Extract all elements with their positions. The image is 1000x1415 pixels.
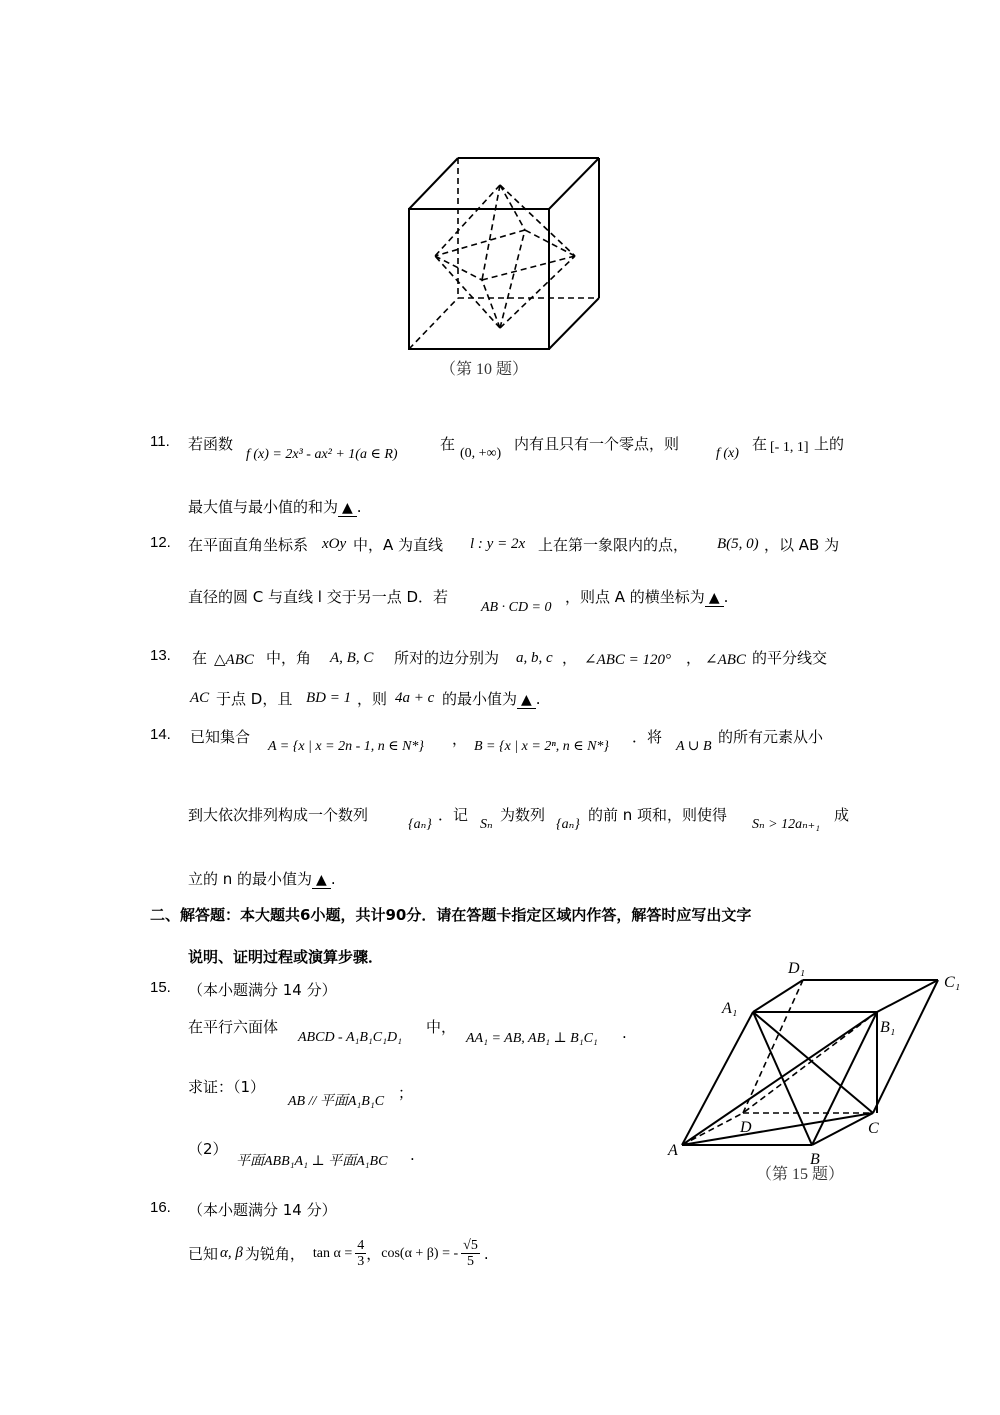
- q13-formula-bd: BD = 1: [306, 690, 352, 706]
- q11-line-2: [188, 496, 362, 517]
- q11-formula-function: f (x) = 2x³ - ax² + 1(a ∈ R): [246, 447, 398, 462]
- q16-fraction-cos: [461, 1238, 480, 1269]
- q13-formula-triangle: △ABC: [214, 652, 254, 668]
- q15-score: （本小题满分 14 分）: [188, 981, 337, 999]
- q11-number: 11.: [150, 433, 170, 450]
- q14-text-2: ，: [452, 730, 468, 748]
- answer-blank: ▲: [312, 872, 331, 889]
- q15-prove-label: 求证：（1）: [188, 1078, 266, 1096]
- q12-text-6: ，则点 A 的横坐标为: [565, 588, 705, 606]
- q14-formula-set-b: B = {x | x = 2ⁿ, n ∈ N*}: [474, 739, 610, 754]
- q14-formula-union: A ∪ B: [676, 739, 712, 754]
- q11-line2-text: 最大值与最小值的和为: [188, 498, 339, 516]
- q16-fraction-tan-denominator: 3: [357, 1254, 365, 1269]
- q16-line: [188, 1238, 489, 1269]
- q12-text-3: 上在第一象限内的点，: [538, 536, 689, 554]
- q11-text-4: 在: [752, 435, 768, 453]
- q12-number: 12.: [150, 534, 171, 551]
- q14-formula-seq-1: {aₙ}: [408, 817, 432, 832]
- q14-text-7: 为数列: [500, 806, 546, 824]
- q15-part-1: AB // 平面A₁B₁C: [288, 1094, 385, 1109]
- q13-text-9: 的最小值为: [442, 690, 518, 708]
- q12-formula-xoy: xOy: [322, 536, 347, 552]
- figure-15-caption: （第 15 题）: [756, 1166, 845, 1183]
- q14-text-3: ．将: [632, 728, 663, 746]
- q12-text-2: 中，A 为直线: [353, 536, 444, 554]
- figure-15-parallelepiped: [660, 955, 970, 1190]
- q16-formula-angles: α, β: [220, 1245, 243, 1261]
- q16-fraction-cos-denominator: 5: [467, 1254, 474, 1269]
- q14-text-1: 已知集合: [190, 728, 251, 746]
- q11-formula-interval: (0, +∞): [460, 446, 502, 461]
- q14-formula-set-a: A = {x | x = 2n - 1, n ∈ N*}: [268, 739, 425, 754]
- answer-blank: ▲: [517, 692, 536, 709]
- q12-text-1: 在平面直角坐标系: [188, 536, 309, 554]
- q15-formula-solid: ABCD - A₁B₁C₁D₁: [298, 1030, 402, 1045]
- label-c: C: [868, 1120, 879, 1137]
- q13-text-3: 所对的边分别为: [394, 649, 500, 667]
- q15-part-2: 平面ABB₁A₁ ⊥ 平面A₁BC: [236, 1154, 388, 1169]
- q14-text-5: 到大依次排列构成一个数列: [188, 806, 369, 824]
- q13-formula-angles: A, B, C: [330, 650, 374, 666]
- q14-text-9: 成: [834, 806, 850, 824]
- label-a1: A₁: [722, 1000, 738, 1017]
- q13-end: .: [535, 690, 541, 708]
- q12-formula-line: l : y = 2x: [470, 536, 526, 552]
- q14-text-10: 立的 n 的最小值为: [188, 870, 313, 888]
- q14-formula-sn: Sₙ: [480, 817, 493, 832]
- q14-text-6: ．记: [438, 806, 469, 824]
- q13-formula-sides: a, b, c: [516, 650, 553, 666]
- q15-number: 15.: [150, 979, 171, 996]
- q16-score: （本小题满分 14 分）: [188, 1201, 337, 1219]
- q16-end: .: [483, 1244, 489, 1263]
- q14-formula-seq-2: {aₙ}: [556, 817, 580, 832]
- q12-end: .: [723, 588, 729, 606]
- q16-text-2: 为锐角，: [244, 1245, 305, 1263]
- q12-line-2-end: [565, 586, 728, 607]
- q13-text-8: ，则: [357, 690, 388, 708]
- q11-formula-range: [- 1, 1]: [770, 440, 809, 455]
- q11-text-3: 内有且只有一个零点，则: [514, 435, 680, 453]
- q16-text-1: 已知: [188, 1245, 219, 1263]
- q15-text-3: .: [622, 1024, 627, 1042]
- q15-text-1: 在平行六面体: [188, 1018, 279, 1036]
- figure-10-caption: （第 10 题）: [440, 361, 529, 378]
- q16-text-3: ，: [366, 1245, 382, 1263]
- q12-text-5: 直径的圆 C 与直线 l 交于另一点 D．若: [188, 588, 449, 606]
- q13-text-2: 中，角: [266, 649, 312, 667]
- q12-formula-point-b: B(5, 0): [717, 536, 759, 552]
- label-b: B: [810, 1151, 820, 1168]
- q11-text-1: 若函数: [188, 435, 234, 453]
- q13-formula-angle-value: ∠ABC = 120°: [584, 652, 672, 668]
- q15-part-1-end: ；: [398, 1084, 414, 1102]
- q13-line-2-end: [442, 688, 541, 709]
- q14-text-8: 的前 n 项和，则使得: [588, 806, 728, 824]
- q14-end: .: [330, 870, 336, 888]
- q14-number: 14.: [150, 726, 171, 743]
- q16-fraction-cos-numerator: √5: [463, 1238, 478, 1253]
- q13-text-5: ，: [686, 649, 702, 667]
- q12-text-4: ，以 AB 为: [764, 536, 840, 554]
- q11-text-2: 在: [440, 435, 456, 453]
- q14-line-3: [188, 868, 336, 889]
- section-2-heading-line-1: 二、解答题：本大题共6小题，共计90分．请在答题卡指定区域内作答，解答时应写出文字: [150, 906, 752, 924]
- q15-formula-conditions: AA₁ = AB, AB₁ ⊥ B₁C₁: [466, 1031, 598, 1046]
- q13-formula-ac: AC: [190, 690, 210, 706]
- q11-formula-fx: f (x): [716, 446, 739, 461]
- label-a: A: [668, 1142, 678, 1159]
- q15-part-2-label: （2）: [188, 1140, 228, 1158]
- q11-end: .: [356, 498, 362, 516]
- label-d: D: [740, 1119, 752, 1136]
- q13-formula-expression: 4a + c: [395, 690, 435, 706]
- q14-text-4: 的所有元素从小: [718, 728, 824, 746]
- q13-text-7: 于点 D，且: [216, 690, 293, 708]
- label-c1: C₁: [944, 974, 961, 991]
- q15-part-2-end: .: [410, 1146, 415, 1164]
- q16-fraction-tan: [355, 1238, 366, 1269]
- q13-text-6: 的平分线交: [752, 649, 828, 667]
- answer-blank: ▲: [705, 590, 724, 607]
- figure-10-cube-octahedron: [400, 150, 615, 385]
- answer-blank: ▲: [338, 500, 357, 517]
- label-d1: D₁: [788, 960, 806, 977]
- q15-text-2: 中，: [426, 1018, 457, 1036]
- q13-formula-angle-abc: ∠ABC: [705, 652, 746, 668]
- q16-number: 16.: [150, 1199, 171, 1216]
- section-2-heading-line-2: 说明、证明过程或演算步骤．: [188, 948, 384, 966]
- q13-text-1: 在: [192, 649, 208, 667]
- q16-formula-tan: tan α =: [312, 1245, 353, 1261]
- q11-text-5: 上的: [814, 435, 845, 453]
- q12-formula-dot-product: AB · CD = 0: [481, 600, 552, 615]
- q16-fraction-tan-numerator: 4: [357, 1238, 365, 1253]
- q13-number: 13.: [150, 647, 171, 664]
- q13-text-4: ，: [562, 649, 578, 667]
- q14-formula-inequality: Sₙ > 12aₙ₊₁: [752, 817, 821, 832]
- label-b1: B₁: [880, 1019, 896, 1036]
- q16-formula-cos: cos(α + β) = -: [381, 1245, 459, 1261]
